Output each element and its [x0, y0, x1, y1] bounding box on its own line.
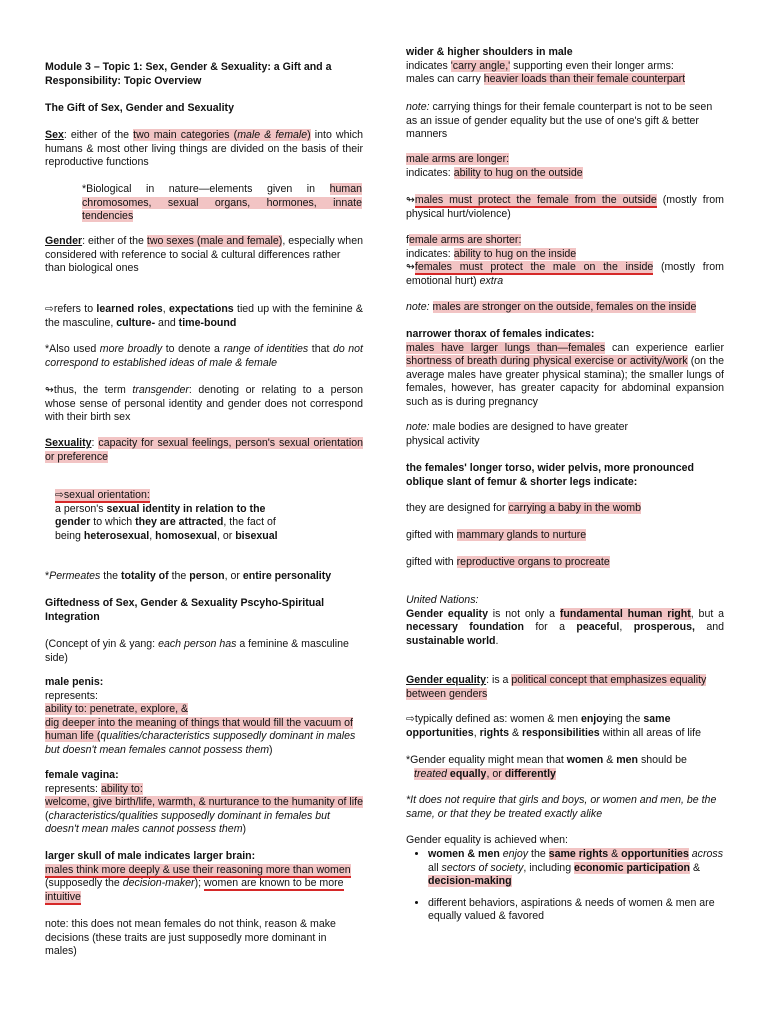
- b1-text-3: , including: [523, 861, 575, 874]
- carry-angle-highlight: 'carry angle,': [450, 59, 511, 72]
- refers-text-2: tied up with the feminine & the masculine,: [45, 303, 363, 329]
- protect-inside-text: (mostly from emotional hurt): [406, 261, 724, 287]
- orient-sep: ,: [149, 529, 156, 542]
- perm-text: the: [100, 570, 121, 582]
- enjoy: enjoy: [580, 713, 609, 725]
- sh-text-2: supporting even their longer arms:: [510, 59, 674, 72]
- un-text: is not only a: [487, 607, 560, 620]
- time-bound: time-bound: [178, 316, 237, 329]
- united-nations-label: United Nations:: [406, 594, 479, 606]
- thus-text: thus, the term: [53, 384, 133, 396]
- male-penis-block: [45, 676, 365, 758]
- perm-italic: Permeates: [49, 570, 101, 582]
- refers-to-paragraph: [45, 303, 363, 330]
- thus-text-2: : denoting or relating to a person whose sense of personal identity and gender does not correspond with their birth sex: [45, 384, 363, 424]
- economic-participation-highlight: economic participation: [574, 861, 691, 874]
- sexuality-highlight: capacity for sexual feelings, person's sexual orientation or preference: [45, 437, 363, 463]
- torso-heading: [406, 462, 724, 489]
- same-opportunities: same opportunities: [406, 713, 671, 739]
- sex-highlight-italic: male & female: [237, 129, 308, 141]
- yin-text: (Concept of yin & yang:: [45, 638, 159, 650]
- perm-text-3: , or: [224, 570, 243, 582]
- sex-def-rest: into which humans & most other living things are divided on the basis of their reproductive functions: [45, 129, 364, 169]
- skull-text: (supposedly the: [45, 877, 123, 890]
- sexuality-term: Sexuality: [45, 437, 92, 449]
- title-text: Module 3 – Topic 1: Sex, Gender & Sexuality: a Gift and a Responsibility: Topic Overview: [45, 61, 332, 87]
- biological-note: [82, 183, 362, 224]
- yin-yang-paragraph: [45, 638, 363, 665]
- also-italic-2: range of identities: [223, 343, 309, 355]
- larger-lungs-highlight: males have larger lungs than—females: [406, 341, 606, 354]
- penis-highlight-1: ability to: penetrate, explore, &: [45, 703, 189, 716]
- typ-text-2: ing the: [608, 713, 644, 725]
- typ-text: ⇨typically defined as: women & men: [406, 713, 581, 725]
- stronger-highlight: males are stronger on the outside, females on the inside: [432, 301, 697, 313]
- note-label: note:: [406, 301, 430, 313]
- torso-line-1: [406, 502, 724, 516]
- yin-italic: each person has: [158, 638, 237, 650]
- culture-bound: culture-: [116, 316, 156, 329]
- vagina-heading: female vagina:: [45, 769, 119, 781]
- orient-text-3: , the fact of being: [55, 516, 276, 542]
- thorax-text: can experience earlier: [605, 341, 724, 354]
- perm-star: *: [45, 570, 50, 582]
- sex-def-text: : either of the: [63, 129, 134, 141]
- vagina-end: ): [242, 823, 247, 836]
- achieved-list: [406, 848, 724, 930]
- achieved-when: [406, 834, 724, 848]
- vagina-highlight-2: welcome, give birth/life, warmth, & nurturance to the humanity of life: [45, 796, 363, 809]
- perm-bold-1: totality of: [120, 570, 169, 582]
- thorax-text-2: (on the average males have greater physical stamina); the smaller lungs of females, however, has greater capacity for abdominal expansion such as is during pregnancy: [406, 355, 724, 408]
- typically-defined: [406, 713, 724, 740]
- decision-making-highlight: decision-making: [428, 875, 512, 888]
- protect-outside-highlight: males must protect the female from the outside: [414, 194, 657, 206]
- skull-underlined: women are known to be more: [204, 877, 344, 890]
- list-item: [428, 848, 724, 889]
- giftedness-heading: [45, 597, 363, 624]
- male-arms-indicates: indicates:: [406, 166, 454, 179]
- sex-highlight: two main categories (: [133, 129, 238, 141]
- sustainable-world: sustainable world: [406, 634, 496, 647]
- hug-inside-highlight: ability to hug on the inside: [453, 247, 577, 260]
- intuitive-highlight: intuitive: [45, 890, 81, 903]
- penis-end: ): [269, 743, 273, 756]
- political-concept-highlight: political concept that emphasizes equality between genders: [406, 674, 707, 700]
- enjoy-italic: enjoy: [499, 848, 529, 860]
- shortness-breath-highlight: shortness of breath during physical exercise or activity/work: [406, 355, 688, 368]
- men: men: [616, 754, 639, 766]
- skull-heading: larger skull of male indicates larger brain:: [45, 850, 256, 862]
- sex-definition: [45, 129, 363, 170]
- united-nations-block: [406, 594, 724, 648]
- also-italic-1: more broadly: [99, 343, 163, 355]
- giftedness-heading-text: Giftedness of Sex, Gender & Sexuality Pscyho-Spiritual Integration: [45, 597, 325, 623]
- note-physical-text: male bodies are designed to have greater physical activity: [406, 421, 629, 447]
- learned-roles: learned roles: [96, 303, 163, 315]
- decision-maker: decision-maker: [122, 877, 195, 890]
- gender-term: Gender: [45, 235, 83, 247]
- torso-heading-text: the females' longer torso, wider pelvis, more pronounced oblique slant of femur & shorter legs indicate:: [406, 462, 695, 488]
- skull-note-text: note: this does not mean females do not think, reason & make decisions (these traits are just supposedly more dominant in males): [45, 918, 336, 958]
- vagina-italic: characteristics/qualities supposedly dominant in females but doesn't mean males cannot possess them: [45, 809, 331, 836]
- biological-text: *Biological in nature—elements given in: [82, 183, 330, 195]
- necessary-foundation: necessary foundation: [406, 621, 524, 634]
- human-right-highlight: fundamental human right: [559, 607, 691, 620]
- might-mean: [406, 754, 724, 781]
- note-carrying-text: carrying things for their female counterpart is not to be seen as an issue of gender equality but the use of one's gift & better manners: [406, 101, 713, 141]
- penis-italic: qualities/characteristics supposedly dominant in males but doesn't mean females cannot possess them: [45, 730, 356, 756]
- refers-text: refers to: [53, 303, 97, 315]
- orient-text: a person's: [55, 502, 107, 515]
- female-arms-f: f: [406, 234, 409, 246]
- torso-line-2: [406, 529, 724, 543]
- achieved-text: Gender equality is achieved when:: [406, 834, 568, 846]
- orient-text-2: to which: [90, 516, 136, 529]
- expectations: expectations: [168, 303, 234, 315]
- document-title: [45, 61, 365, 88]
- note-carrying: [406, 101, 724, 142]
- transgender-paragraph: [45, 384, 363, 425]
- note-physical: [406, 421, 656, 448]
- thorax-block: [406, 328, 724, 410]
- sh-text: indicates: [406, 59, 451, 72]
- sectors-of-society: sectors of society: [441, 861, 524, 874]
- rights: rights: [479, 726, 510, 739]
- b2-text: different behaviors, aspirations & needs of women & men are equally valued & favored: [428, 896, 715, 923]
- gender-equality-bold: Gender equality: [406, 607, 488, 620]
- female-arms-block: [406, 234, 724, 288]
- torso-text-3: gifted with: [406, 556, 457, 568]
- note-label: note:: [406, 421, 430, 433]
- sexual-orientation-label: ⇨sexual orientation:: [55, 489, 150, 501]
- gift-heading: [45, 102, 365, 116]
- also-text-3: that: [308, 343, 333, 355]
- un-text-2: , but a: [690, 607, 725, 620]
- mammary-highlight: mammary glands to nurture: [456, 529, 587, 541]
- ge-text: : is a: [486, 674, 512, 686]
- extra-label: extra: [479, 274, 504, 287]
- bisexual: bisexual: [235, 529, 278, 542]
- sexual-orientation-block: [55, 489, 295, 543]
- female-vagina-block: [45, 769, 365, 837]
- baby-womb-highlight: carrying a baby in the womb: [508, 502, 641, 514]
- homosexual: homosexual: [155, 529, 217, 542]
- protect-outside: [406, 194, 724, 221]
- skull-text-2: );: [194, 877, 205, 890]
- vagina-text: (: [45, 809, 49, 822]
- protect-outside-text: (mostly from physical hurt/violence): [406, 194, 724, 220]
- not-require-text: *It does not require that girls and boys, or women and men, be the same, or that they be treated exactly alike: [406, 794, 717, 820]
- penis-heading: male penis:: [45, 676, 104, 688]
- penis-highlight-2: dig deeper into the meaning of things that would fill the vacuum of human life (: [45, 716, 353, 743]
- treated: treated: [414, 767, 447, 780]
- women-men: women & men: [428, 848, 500, 860]
- gender-equality-term: Gender equality: [406, 674, 487, 686]
- typ-amp: &: [509, 726, 522, 739]
- might-or: , or: [486, 767, 505, 780]
- thorax-heading: narrower thorax of females indicates:: [406, 328, 595, 340]
- sex-term: Sex: [45, 129, 64, 141]
- perm-bold-3: entire personality: [242, 570, 332, 582]
- skull-block: [45, 850, 365, 904]
- un-period: .: [495, 634, 499, 647]
- gender-highlight: two sexes (male and female): [146, 235, 283, 247]
- also-italic-3: do not correspond to established ideas of male & female: [45, 343, 364, 369]
- vagina-highlight-1: ability to:: [100, 782, 143, 795]
- shoulders-heading: wider & higher shoulders in male: [406, 46, 573, 58]
- refers-and: and: [155, 316, 179, 329]
- same-rights-highlight: same rights: [548, 848, 609, 860]
- yin-text-2: a feminine & masculine side): [45, 638, 349, 664]
- vagina-represents: represents:: [45, 782, 101, 795]
- might-text-2: should be: [638, 754, 687, 766]
- skull-note: [45, 918, 360, 959]
- sexuality-colon: :: [91, 437, 99, 449]
- opportunities-highlight: opportunities: [621, 848, 689, 860]
- orient-or: , or: [216, 529, 236, 542]
- sexuality-definition: [45, 437, 363, 464]
- gender-equality-definition: [406, 674, 724, 701]
- differently: differently: [504, 767, 556, 780]
- gender-def-rest: , especially when considered with reference to social & cultural differences rather than biological ones: [45, 235, 363, 275]
- curved-arrow-icon: ↬: [406, 194, 415, 206]
- biological-highlight: human chromosomes, sexual organs, hormones, innate tendencies: [82, 183, 362, 223]
- un-sep: ,: [619, 621, 634, 634]
- b1-amp: &: [608, 848, 622, 860]
- female-arms-highlight: emale arms are shorter:: [408, 234, 522, 246]
- un-text-3: for a: [523, 621, 577, 634]
- typ-text-3: within all areas of life: [599, 726, 701, 739]
- penis-represents: represents:: [45, 689, 98, 702]
- orient-bold-2: they are attracted: [135, 516, 224, 529]
- male-arms-block: [406, 153, 724, 180]
- male-arms-highlight: male arms are longer:: [406, 153, 510, 165]
- also-text: *Also used: [45, 343, 100, 355]
- curved-arrow-icon: ↬: [45, 384, 54, 396]
- heterosexual: heterosexual: [83, 529, 150, 542]
- peaceful: peaceful: [576, 621, 620, 634]
- permeates-line: [45, 570, 365, 584]
- not-require: [406, 794, 724, 821]
- list-item: [428, 897, 724, 924]
- note-stronger: [406, 301, 724, 315]
- perm-text-2: the: [168, 570, 190, 582]
- might-text: *Gender equality might mean that: [406, 754, 567, 766]
- procreate-highlight: reproductive organs to procreate: [456, 556, 610, 568]
- across: across: [688, 848, 723, 860]
- gender-def-text: : either of the: [82, 235, 147, 247]
- sh-text-3: males can carry: [406, 73, 484, 86]
- sex-highlight-end: ): [307, 129, 311, 141]
- women: women: [566, 754, 604, 766]
- refers-sep: ,: [162, 303, 169, 315]
- torso-text-2: gifted with: [406, 529, 457, 541]
- torso-line-3: [406, 556, 724, 570]
- heavier-loads-highlight: heavier loads than their female counterpart: [483, 73, 686, 86]
- b1-text-2: all: [428, 861, 442, 874]
- orient-bold-1: sexual identity in relation to the gender: [55, 502, 266, 529]
- note-label: note:: [406, 101, 430, 113]
- b1-amp-2: &: [690, 861, 701, 874]
- prosperous: prosperous,: [633, 621, 695, 634]
- hug-outside-highlight: ability to hug on the outside: [453, 166, 583, 179]
- protect-inside-highlight: females must protect the male on the inside: [414, 261, 654, 274]
- torso-text-1: they are designed for: [406, 502, 509, 514]
- skull-highlight: males think more deeply & use their reasoning more than women: [45, 863, 351, 876]
- gender-definition: [45, 235, 363, 276]
- b1-text: the: [528, 848, 549, 860]
- might-amp: &: [603, 754, 617, 766]
- perm-bold-2: person: [189, 570, 225, 582]
- shoulders-block: [406, 46, 724, 87]
- also-used-paragraph: [45, 343, 363, 370]
- gift-heading-text: The Gift of Sex, Gender and Sexuality: [45, 102, 234, 114]
- responsibilities: responsibilities: [521, 726, 600, 739]
- transgender-term: transgender: [132, 384, 189, 396]
- equally: equally: [446, 767, 487, 780]
- curved-arrow-icon: ↬: [406, 261, 415, 274]
- un-and: and: [694, 621, 725, 634]
- also-text-2: to denote a: [162, 343, 224, 355]
- typ-sep: ,: [473, 726, 480, 739]
- arrow-right-icon: ⇨: [45, 303, 54, 315]
- female-arms-indicates: indicates:: [406, 247, 454, 260]
